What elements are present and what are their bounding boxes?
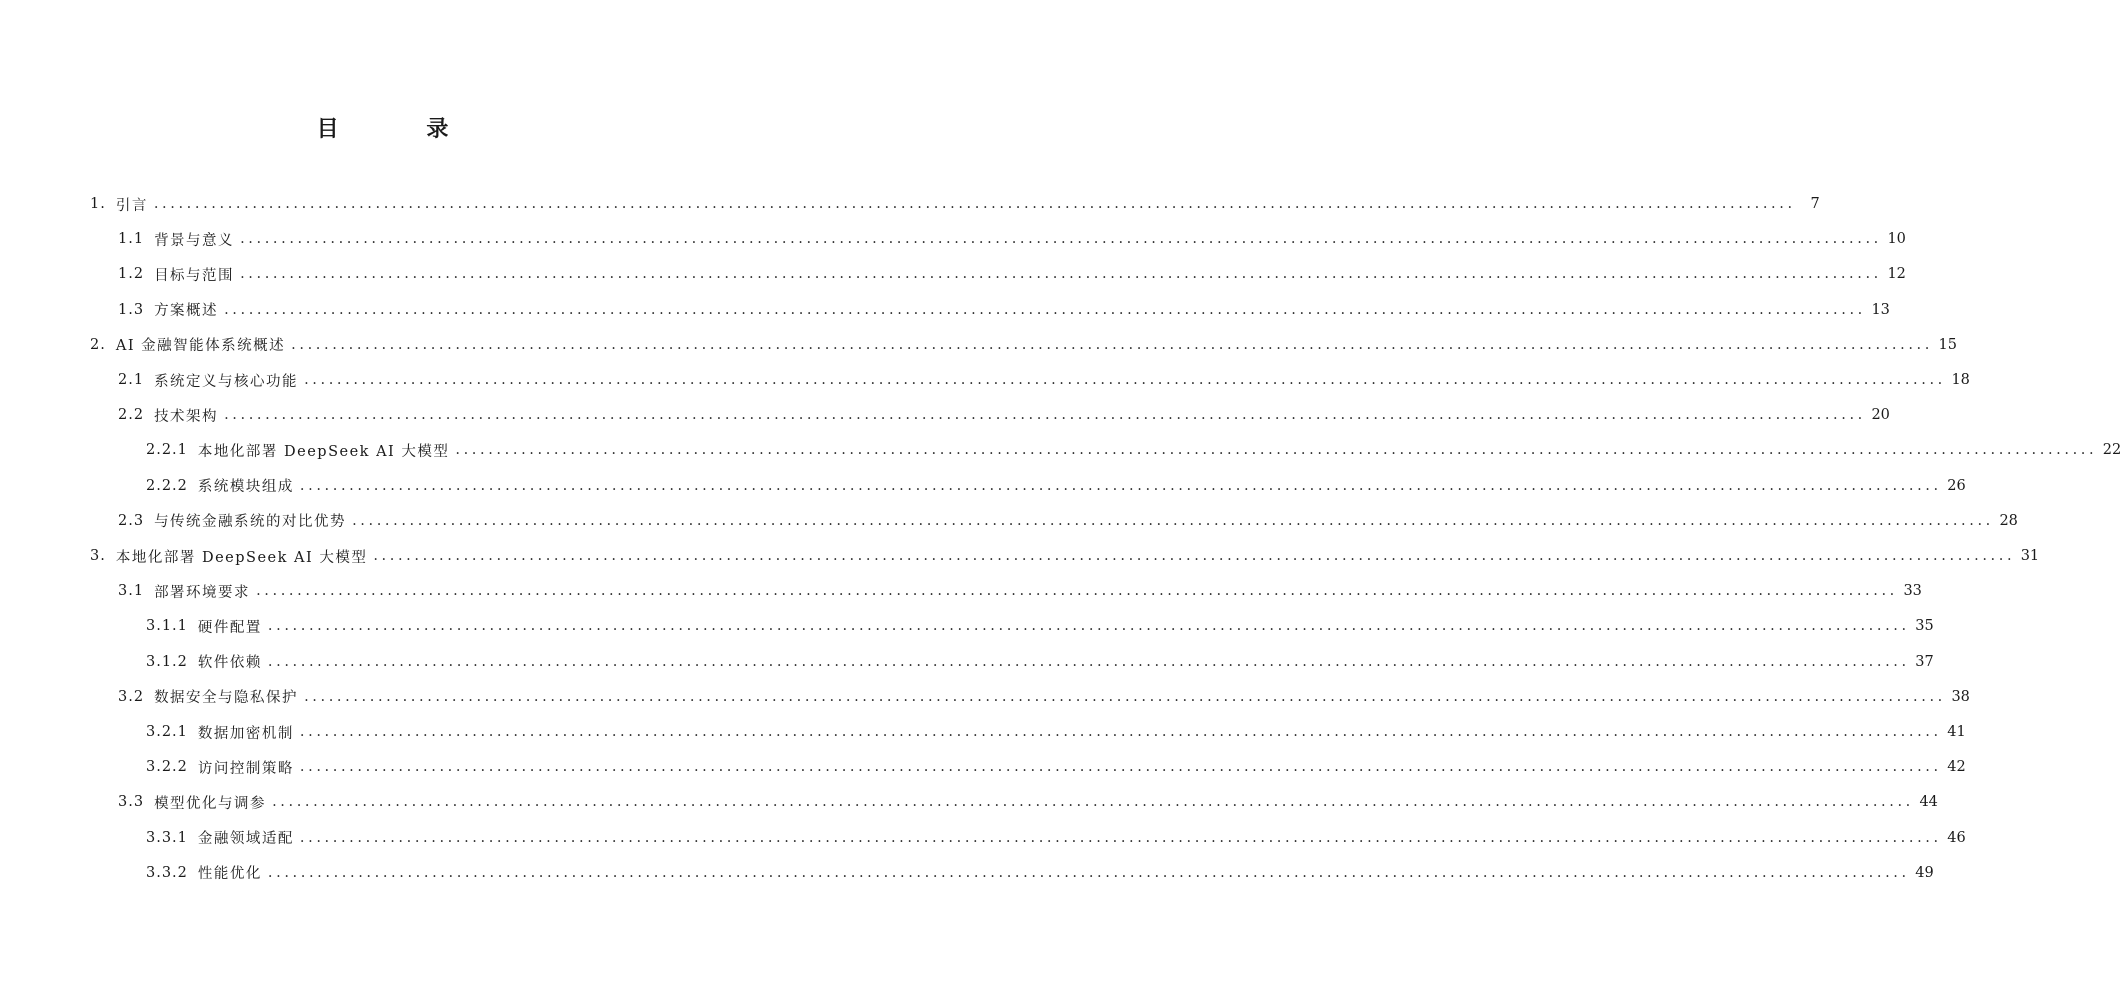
toc-entry-number: 3.2.2 [146,759,188,776]
toc-entry-page: 46 [1947,829,1966,846]
toc-entry-number: 1.1 [118,231,145,248]
toc-entry-page: 42 [1947,759,1966,776]
toc-entry-page: 7 [1810,196,1820,212]
toc-entry-page: 33 [1903,583,1922,600]
toc-leader-dots: ........................................................................................................................................................................................................ [455,442,2098,459]
toc-entry-title: 金融领域适配 [197,831,294,848]
toc-entry[interactable] [146,612,1934,640]
toc-entry-page: 13 [1871,301,1890,318]
toc-entry-number: 3.3.1 [146,829,188,846]
toc-entry-number: 3.1.1 [146,618,188,635]
toc-title: 目 录 [316,117,489,142]
toc-entry-title: 技术架构 [154,408,219,425]
toc-entry-number: 2. [90,336,106,353]
toc-entry-title: 背景与意义 [154,232,235,249]
toc-leader-dots: ........................................................................................................................................................................................................ [352,512,1994,529]
toc-entry-number: 2.2 [118,407,145,424]
toc-entry[interactable] [118,401,1890,429]
toc-entry-title: 目标与范围 [154,267,235,284]
toc-leader-dots: ........................................................................................................................................................................................................ [267,653,1910,670]
toc-entry[interactable] [118,225,1906,253]
toc-entry-title: 引言 [115,197,148,214]
toc-leader-dots: ........................................................................................................................................................................................................ [299,829,1942,846]
toc-entry-page: 10 [1887,231,1906,248]
toc-entry[interactable] [118,507,2018,535]
toc-leader-dots: ........................................................................................................................................................................................................ [304,372,1946,388]
toc-entry-page: 12 [1887,266,1906,283]
toc-leader-dots: ........................................................................................................................................................................................................ [373,548,2016,564]
toc-entry-title: 硬件配置 [197,619,262,636]
toc-entry-number: 3.3.2 [146,864,188,881]
toc-entry-number: 3.2.1 [146,724,188,740]
toc-entry-title: 本地化部署 DeepSeek AI 大模型 [197,443,450,460]
toc-entry-number: 3.1 [118,583,145,600]
toc-entry-page: 41 [1947,724,1966,740]
toc-entry-number: 1. [90,196,106,212]
toc-entry-page: 37 [1915,653,1934,670]
toc-leader-dots: ........................................................................................................................................................................................................ [240,231,1882,248]
toc-entry-page: 44 [1919,794,1938,811]
toc-entry-page: 22 [2102,442,2121,459]
toc-entry-title: 软件依赖 [197,655,262,672]
toc-entry-page: 35 [1915,618,1934,635]
toc-entry-number: 1.2 [118,266,145,283]
toc-entry[interactable] [146,648,1934,676]
toc-entry-number: 3.3 [118,794,145,811]
toc-leader-dots: ........................................................................................................................................................................................................ [299,724,1942,740]
toc-entry[interactable] [146,753,1966,781]
toc-entry[interactable] [118,296,1890,324]
toc-entry[interactable] [146,718,1966,746]
toc-entry-title: 访问控制策略 [197,760,294,777]
toc-entry-number: 2.3 [118,512,145,529]
toc-entry-title: 与传统金融系统的对比优势 [154,514,347,531]
toc-entry-title: 模型优化与调参 [154,795,267,812]
toc-entry-number: 3. [90,548,106,564]
toc-entry-title: 方案概述 [154,303,219,320]
toc-entry[interactable] [118,788,1938,816]
toc-leader-dots: ........................................................................................................................................................................................................ [291,336,1933,353]
toc-entry-page: 31 [2020,548,2040,564]
toc-entry-page: 20 [1871,407,1890,424]
toc-entry-page: 26 [1947,477,1966,494]
toc-entry[interactable] [118,366,1970,394]
toc-leader-dots: ........................................................................................................................................................................................................ [224,301,1866,318]
toc-entry-title: 系统模块组成 [197,479,294,496]
toc-leader-dots: ........................................................................................................................................................................................................ [267,618,1910,635]
toc-entry[interactable] [118,260,1906,288]
toc-entry-number: 2.2.2 [146,477,188,494]
toc-entry[interactable] [90,190,1820,218]
toc-entry[interactable] [146,824,1966,852]
toc-entry-title: 数据安全与隐私保护 [154,690,299,707]
toc-entry[interactable] [90,331,1957,359]
toc-leader-dots: ........................................................................................................................................................................................................ [299,759,1942,776]
toc-entry-title: 性能优化 [197,866,262,883]
toc-entry[interactable] [146,436,2121,464]
toc-entry[interactable] [118,683,1970,711]
toc-leader-dots: ........................................................................................................................................................................................................ [272,794,1914,811]
toc-entry-page: 49 [1915,864,1934,881]
toc-entry-page: 18 [1951,372,1970,388]
toc-entry-number: 2.1 [118,372,145,388]
toc-entry-page: 28 [1999,512,2018,529]
toc-entry-page: 15 [1938,336,1957,353]
toc-entry-title: 部署环境要求 [154,584,251,601]
toc-entry[interactable] [118,577,1922,605]
toc-entry-number: 3.1.2 [146,653,188,670]
toc-entry-number: 1.3 [118,301,145,318]
toc-entry-page: 38 [1951,688,1970,705]
toc-leader-dots: ........................................................................................................................................................................................................ [240,266,1882,283]
toc-leader-dots: ........................................................................................................................................................................................................ [267,864,1910,881]
toc-entry-number: 2.2.1 [146,442,188,459]
toc-entry-title: 系统定义与核心功能 [154,373,299,390]
toc-entry[interactable] [146,859,1934,887]
toc-leader-dots: ........................................................................................................................................................................................................ [224,407,1866,424]
toc-entry-title: 数据加密机制 [197,725,294,742]
toc-leader-dots: ........................................................................................................................................................................................................ [153,196,1796,212]
toc-leader-dots: ........................................................................................................................................................................................................ [256,583,1898,600]
toc-entry-title: 本地化部署 DeepSeek AI 大模型 [115,549,368,566]
toc-entry-title: AI 金融智能体系统概述 [115,338,286,355]
toc-entry[interactable] [90,542,2040,570]
toc-leader-dots: ........................................................................................................................................................................................................ [304,688,1946,705]
toc-entry-number: 3.2 [118,688,145,705]
toc-leader-dots: ........................................................................................................................................................................................................ [299,477,1942,494]
toc-entry[interactable] [146,472,1966,500]
